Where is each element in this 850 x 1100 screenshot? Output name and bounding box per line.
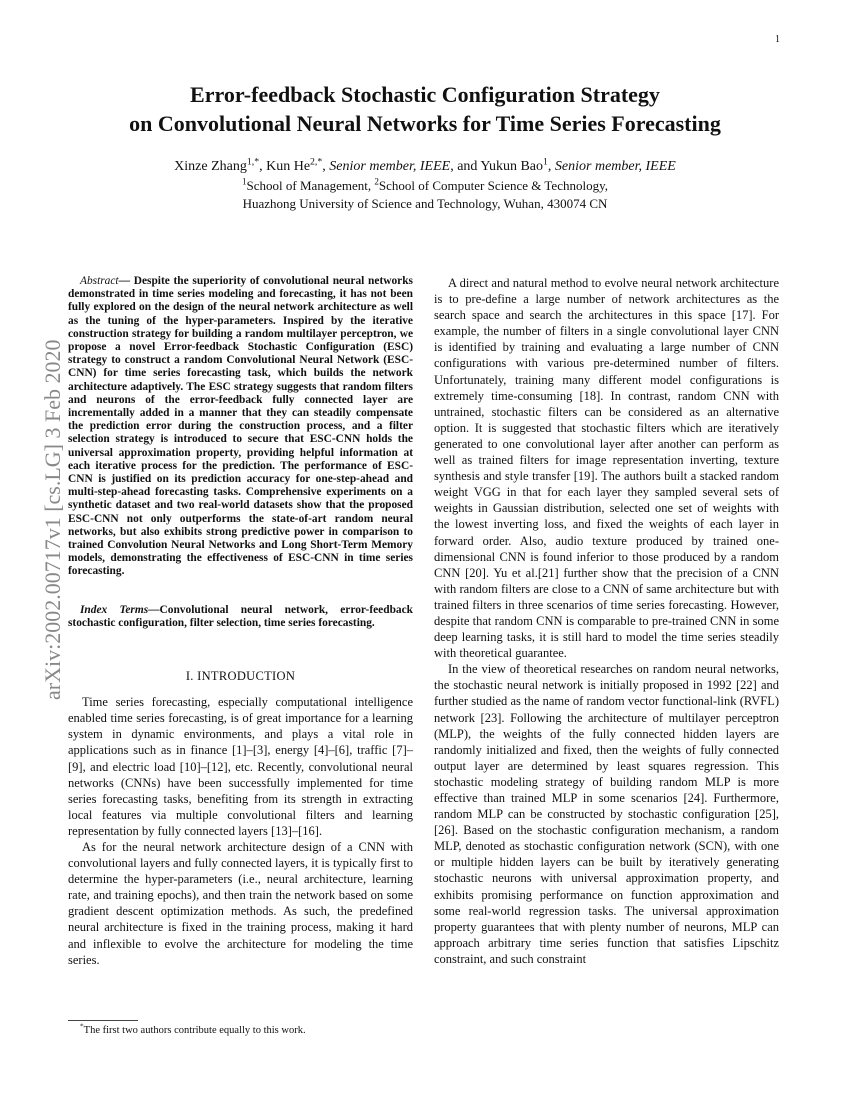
title-line-1: Error-feedback Stochastic Configuration Strategy — [190, 82, 660, 107]
author-1-sup: 1,* — [246, 156, 260, 168]
affiliation-2: School of Computer Science & Technology, — [378, 178, 608, 193]
author-block — [80, 157, 770, 213]
affil-2-sup: 2 — [374, 176, 379, 187]
author-1: Xinze Zhang — [174, 159, 247, 174]
paragraph: In the view of theoretical researches on random neural networks, the stochastic neural network is initially proposed in 1992 [22] and further studied as the name of random vector functional-link (RVFL) network [23]. Following the architecture of multilayer perceptron (MLP), the weights of the fully connected hidden layers are randomly initialized and fixed, then the weights of fully connected output layer are determined by least squares regression. This stochastic modeling strategy of building random MLP is more effective than trained MLP in some scenarios [24]. Furthermore, random MLP can be constructed by stochastic configuration [25], [26]. Based on the stochastic configuration mechanism, a random MLP, denoted as stochastic configuration network (SCN), with one or multiple hidden layers can be built by iteratively generating stochastic neurons with universal approximation property, and exhibits promising performance on function approximation and some real-world regression tasks. The universal approximation property guarantees that with plenty number of neurons, MLP can approach arbitrary time series function that satisfies Lipschitz constraint, and such constraint — [434, 662, 779, 966]
paragraph: Time series forecasting, especially computational intelligence enabled time series forecasting, is of great importance for a learning system in dynamic environments, and plays a vital role in applications such as in finance [1]–[3], energy [4]–[6], traffic [7]–[9], and electric load [10]–[12], etc. Recently, convolutional neural networks (CNNs) have been successfully implemented for time series forecasting tasks, benefiting from its strength in extracting local features via multiple convolutional filters and learning representation by fully connected layers [13]–[16]. — [68, 695, 413, 838]
author-2-sup: 2,* — [310, 156, 323, 168]
paper-title — [80, 80, 770, 138]
footnote — [80, 1021, 306, 1036]
author-2-role: Senior member, IEEE — [329, 159, 451, 174]
abstract — [68, 275, 413, 579]
footnote-mark: * — [80, 1021, 84, 1031]
section-heading-introduction: I. INTRODUCTION — [185, 669, 296, 684]
affil-1-sup: 1 — [242, 176, 247, 187]
author-2: , Kun He — [259, 159, 311, 174]
affiliation-line-1 — [80, 177, 770, 195]
author-3: , and Yukun Bao — [450, 159, 544, 174]
author-3-role: Senior member, IEEE — [554, 159, 676, 174]
right-column — [434, 275, 779, 967]
arxiv-identifier[interactable]: arXiv:2002.00717v1 [cs.LG] 3 Feb 2020 — [40, 339, 65, 700]
left-column — [68, 275, 413, 968]
page-number: 1 — [775, 34, 780, 45]
arxiv-sidebar — [24, 300, 65, 700]
footnote-text: The first two authors contribute equally to this work. — [83, 1025, 306, 1036]
author-line: Xinze Zhang$^{1,*}$, Kun $He^{2,*}$, Senior member, IEEE, and Yukun Bao$^1$, Senior member, IEEE — [174, 156, 676, 174]
paragraph: A direct and natural method to evolve neural network architecture is to pre-define a large number of network architectures as the search space and search the architectures in this space [17]. For example, the number of filters in a single convolutional layer CNN is identified by training and evaluating a large number of CNN configurations with various pre-determined number of filters. Unfortunately, training many different model configurations is extremely time-consuming [18]. In contrast, random CNN with untrained, stochastic filters can be considered as an alternative option. It is suggested that stochastic filters which are iteratively generated to one convolutional layer after another can perform as well as trained filters for image representation inverting, texture synthesis and style transfer [19]. The authors built a stacked random weight VGG in that for each layer they sampled several sets of weights in Gaussian distribution, selected one set of weights with the lowest inverting loss, and fixed the weights of each layer in forward order. Also, audio texture produced by trained one-dimensional CNN is found inferior to those produced by a random CNN [20]. Yu et al.[21] further show that the precision of a CNN with random filters are close to a CNN of same architecture but with trained filters in three scenarios of time series forecasting. However, despite that random CNN is comparable to pre-trained CNN in some deep learning tasks, it is still hard to model the time series steadily with theoretical guarantee. — [434, 276, 779, 661]
affiliation-line-2: Huazhong University of Science and Technology, Wuhan, 430074 CN — [242, 196, 608, 211]
index-terms-text: —Convolutional neural network, error-feedback stochastic configuration, filter selection, time series forecasting. — [68, 603, 413, 629]
footnote-divider — [68, 1020, 138, 1021]
author-3-sup: 1 — [543, 156, 548, 168]
index-terms-label: Index Terms — [80, 603, 149, 616]
affiliation-1: School of Management, — [246, 178, 375, 193]
title-line-2: on Convolutional Neural Networks for Time Series Forecasting — [129, 111, 721, 136]
paragraph: As for the neural network architecture design of a CNN with convolutional layers and fully connected layers, it is typically first to determine the hyper-parameters (i.e., neural architecture, learning rate, and training epochs), and then train the network based on some gradient descent optimization methods. As such, the predefined neural architecture is fixed in the training process, making it hard and inflexible to evolve the architecture for modeling the time series. — [68, 840, 413, 967]
abstract-text: — Despite the superiority of convolutional neural networks demonstrated in time series modeling and forecasting, it has not been fully explored on the design of the neural network architecture as well as the tuning of the hyper-parameters. Inspired by the iterative construction strategy for building a random multilayer perceptron, we propose a novel Error-feedback Stochastic Configuration (ESC) strategy to construct a random Convolutional Neural Network (ESC-CNN) for time series forecasting task, which builds the network architecture adaptively. The ESC strategy suggests that random filters and neurons of the error-feedback fully connected layer are incrementally added in a manner that they can steadily compensate the prediction error during the construction process, and a filter selection strategy is introduced to secure that ESC-CNN holds the universal approximation property, providing helpful information at each iterative process for the prediction. The performance of ESC-CNN is justified on its prediction accuracy for one-step-ahead and multi-step-ahead forecasting tasks. Comprehensive experiments on a synthetic dataset and two real-world datasets show that the proposed ESC-CNN not only outperforms the state-of-art random neural networks, but also exhibits strong predictive power in comparison to trained Convolution Neural Networks and Long Short-Term Memory models, demonstrating the effectiveness of ESC-CNN in time series forecasting. — [68, 275, 413, 578]
abstract-label: Abstract — [80, 275, 119, 287]
index-terms — [68, 604, 413, 630]
